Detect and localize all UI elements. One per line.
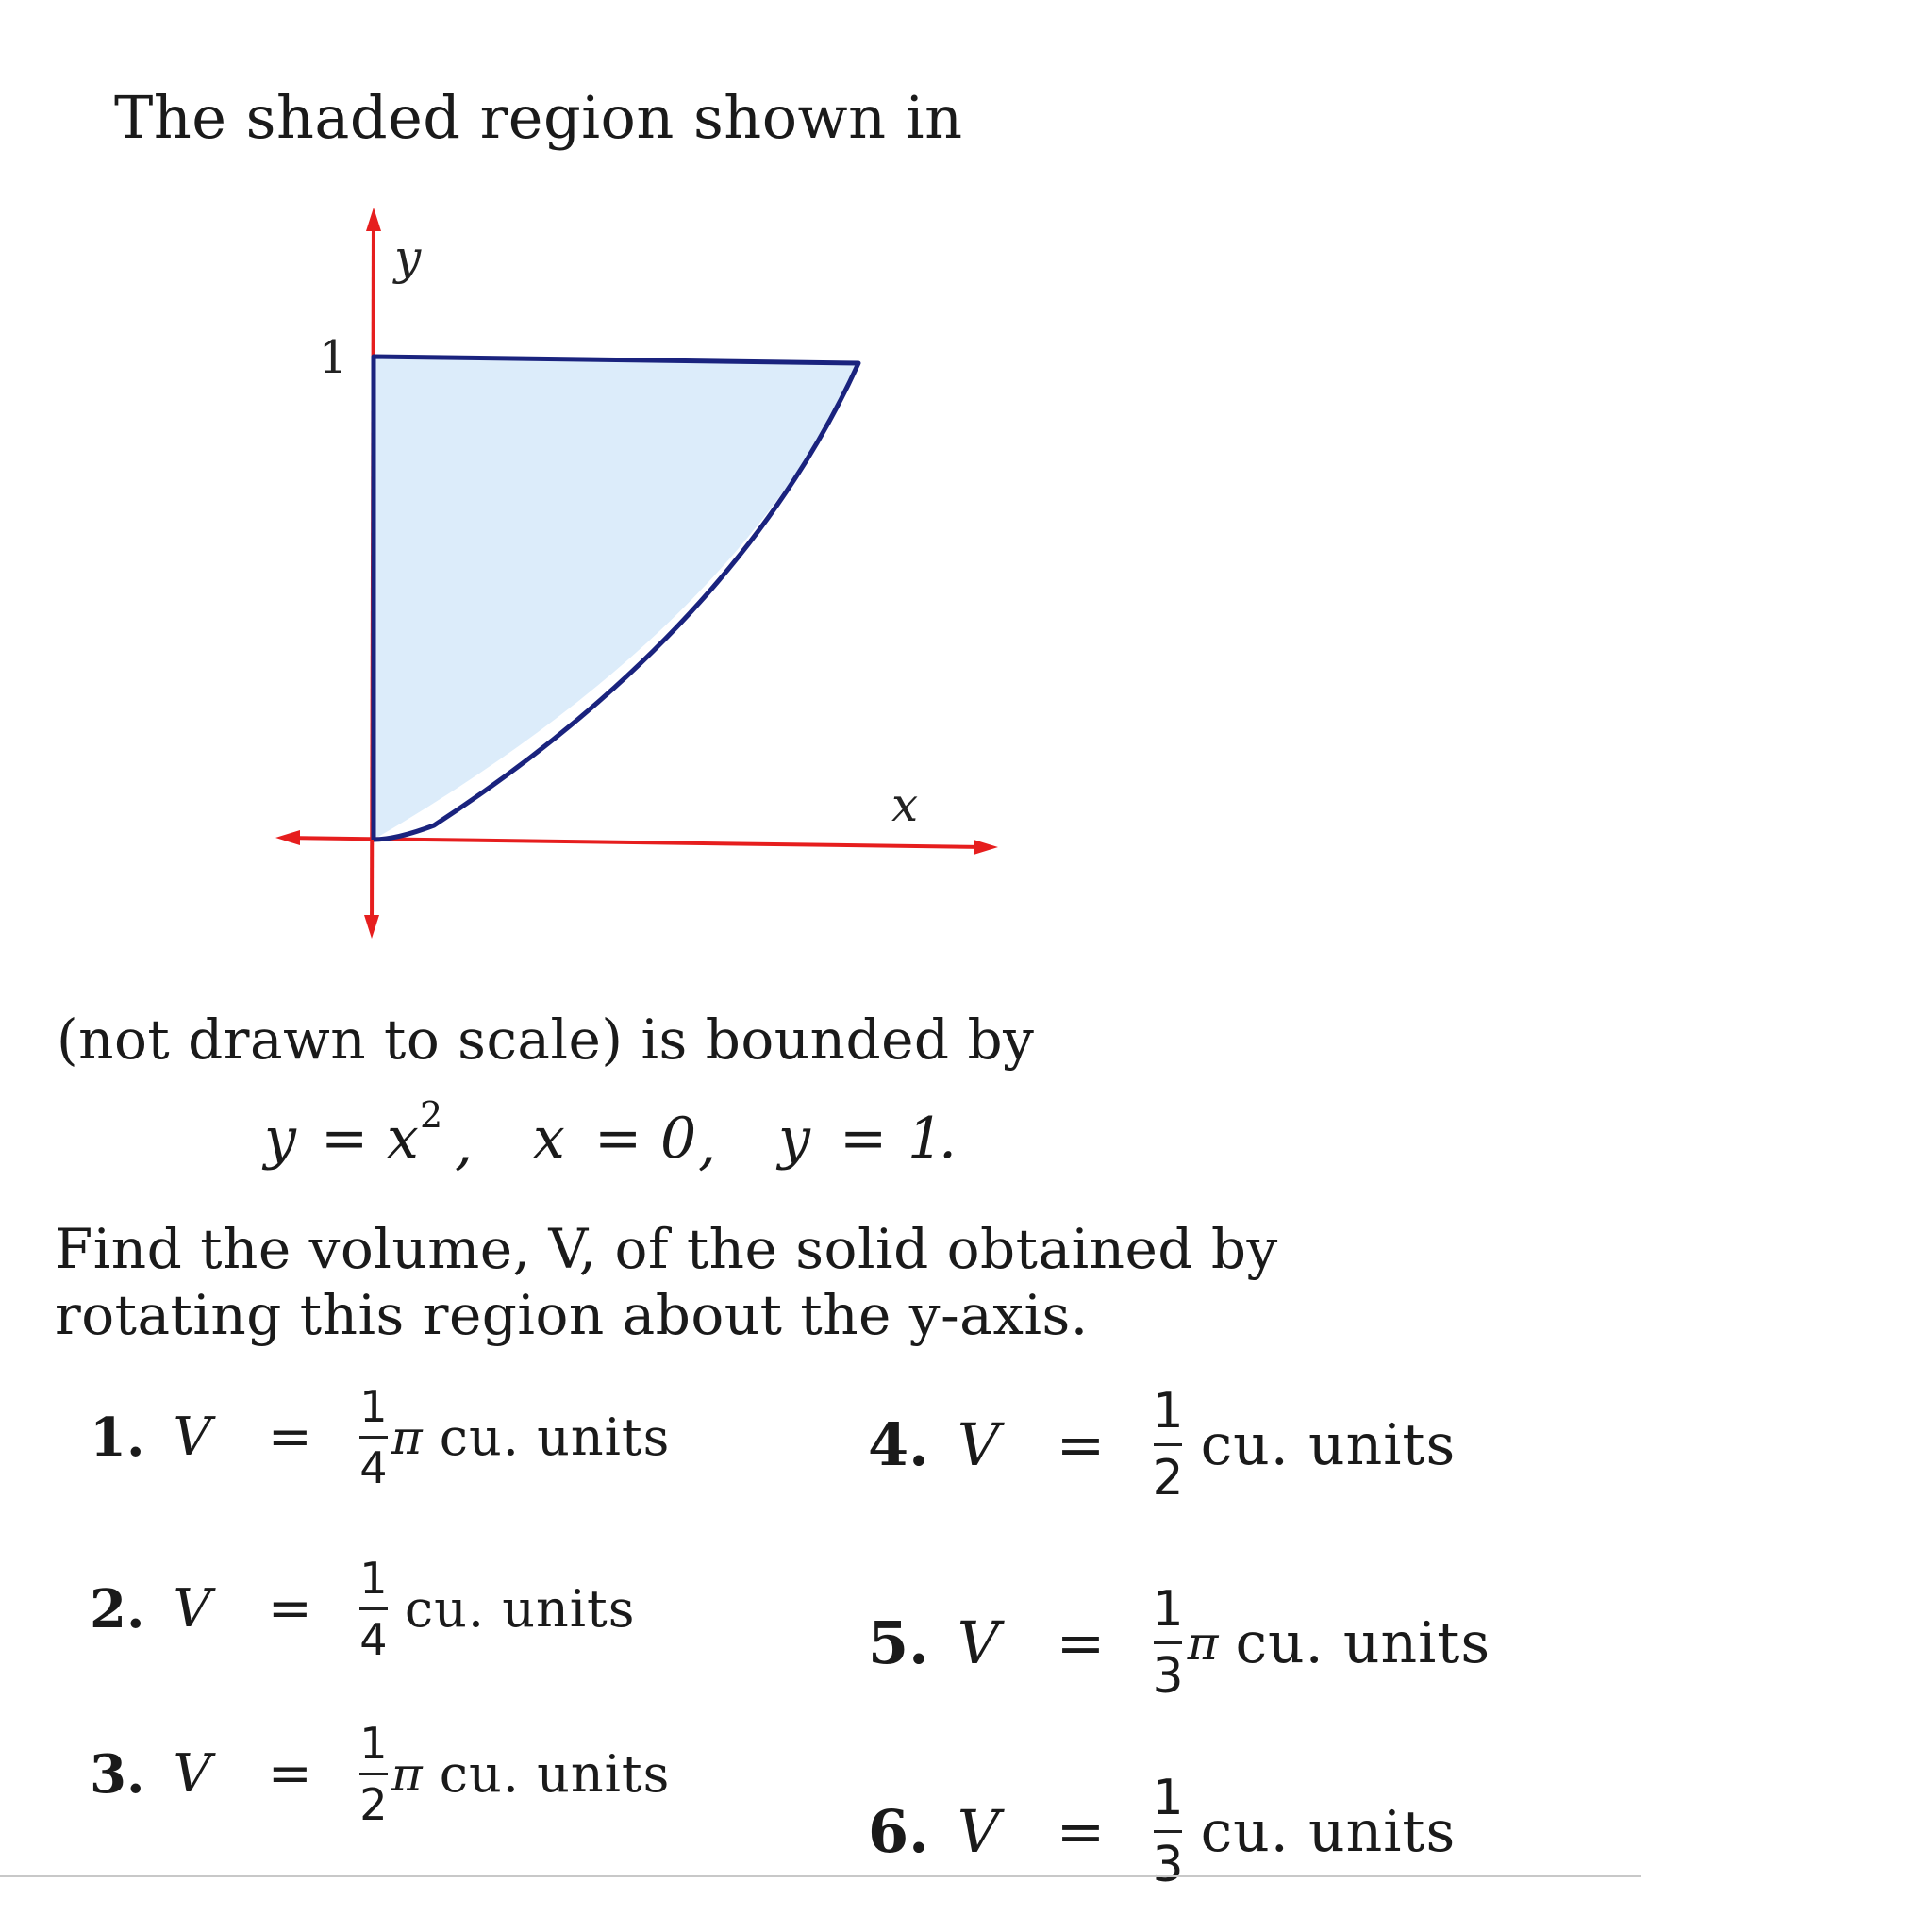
- choice-unit: cu. units: [439, 1744, 671, 1804]
- intro-text: The shaded region shown in: [114, 83, 963, 152]
- fraction-numerator: 1: [359, 1381, 388, 1432]
- choice-number: 1.: [90, 1406, 145, 1469]
- choice-equals: =: [267, 1407, 312, 1468]
- choice-variable: V: [173, 1578, 211, 1640]
- eq3-lhs: y: [778, 1106, 810, 1172]
- y-axis-arrow-down: [364, 915, 379, 939]
- bounded-by-text: (not drawn to scale) is bounded by: [57, 1008, 1035, 1072]
- y-axis-label: y: [394, 230, 422, 285]
- eq2-rhs: 0: [660, 1106, 697, 1172]
- x-axis-arrow-left: [275, 830, 300, 845]
- eq1-equals: =: [321, 1106, 369, 1172]
- eq3-equals: =: [840, 1106, 888, 1172]
- choice-6[interactable]: [868, 1770, 1457, 1893]
- fraction-numerator: 1: [1152, 1383, 1184, 1440]
- y-tick-label: 1: [319, 331, 348, 384]
- choice-unit: cu. units: [1200, 1411, 1457, 1478]
- choice-number: 6.: [868, 1797, 929, 1866]
- eq3-period: .: [939, 1106, 958, 1172]
- pi-symbol: π: [1187, 1615, 1219, 1671]
- choice-unit: cu. units: [1200, 1798, 1457, 1865]
- choice-unit: cu. units: [404, 1579, 636, 1639]
- y-axis-arrow-up: [366, 208, 381, 231]
- choice-number: 5.: [868, 1608, 929, 1677]
- choice-equals: =: [1056, 1410, 1106, 1479]
- x-axis-arrow-right: [974, 840, 998, 855]
- choice-fraction: [1152, 1581, 1184, 1705]
- fraction-bar: [1154, 1641, 1182, 1644]
- fraction-denominator: 3: [1152, 1648, 1184, 1705]
- pi-symbol: π: [391, 1746, 423, 1802]
- fraction-bar: [359, 1773, 388, 1775]
- choice-1[interactable]: [90, 1381, 671, 1493]
- fraction-bar: [1154, 1830, 1182, 1833]
- fraction-denominator: 2: [1152, 1450, 1184, 1507]
- eq1-exponent: 2: [420, 1094, 443, 1136]
- fraction-denominator: 3: [1152, 1837, 1184, 1893]
- question-line-2: rotating this region about the y-axis.: [55, 1283, 1089, 1347]
- fraction-numerator: 1: [1152, 1581, 1184, 1638]
- x-axis-label: x: [891, 777, 919, 832]
- fraction-bar: [1154, 1443, 1182, 1446]
- choice-4[interactable]: [868, 1383, 1457, 1507]
- shaded-region: [374, 357, 858, 840]
- fraction-numerator: 1: [1152, 1770, 1184, 1826]
- choice-variable: V: [957, 1410, 1000, 1479]
- pi-symbol: π: [391, 1409, 423, 1465]
- choice-fraction: [359, 1718, 388, 1830]
- fraction-numerator: 1: [359, 1718, 388, 1769]
- choice-number: 2.: [90, 1577, 145, 1641]
- choice-2[interactable]: [90, 1553, 636, 1665]
- fraction-numerator: 1: [359, 1553, 388, 1604]
- eq1-separator: ,: [455, 1111, 474, 1177]
- eq3-rhs: 1: [908, 1106, 944, 1172]
- fraction-denominator: 4: [359, 1442, 388, 1493]
- choice-equals: =: [267, 1743, 312, 1805]
- choice-equals: =: [1056, 1797, 1106, 1866]
- eq1-rhs: x: [387, 1106, 419, 1172]
- choice-3[interactable]: [90, 1718, 671, 1830]
- choice-variable: V: [173, 1407, 211, 1468]
- choice-fraction: [1152, 1383, 1184, 1507]
- fraction-bar: [359, 1607, 388, 1610]
- choice-variable: V: [957, 1608, 1000, 1677]
- fraction-denominator: 2: [359, 1779, 388, 1830]
- choice-variable: V: [957, 1797, 1000, 1866]
- page-divider: [0, 1875, 1641, 1877]
- eq1-lhs: y: [264, 1106, 296, 1172]
- choice-number: 4.: [868, 1410, 929, 1479]
- choice-unit: cu. units: [439, 1407, 671, 1467]
- choice-fraction: [359, 1381, 388, 1493]
- choice-equals: =: [267, 1578, 312, 1640]
- choice-fraction: [1152, 1770, 1184, 1893]
- choice-fraction: [359, 1553, 388, 1665]
- choice-number: 3.: [90, 1742, 145, 1806]
- choice-5[interactable]: [868, 1581, 1491, 1705]
- question-line-1: Find the volume, V, of the solid obtained by: [55, 1217, 1278, 1281]
- eq2-lhs: x: [533, 1106, 565, 1172]
- eq2-separator: ,: [698, 1111, 717, 1177]
- fraction-denominator: 4: [359, 1614, 388, 1665]
- region-figure: [255, 203, 1009, 948]
- choice-equals: =: [1056, 1608, 1106, 1677]
- eq2-equals: =: [594, 1106, 642, 1172]
- fraction-bar: [359, 1436, 388, 1439]
- choice-variable: V: [173, 1743, 211, 1805]
- choice-unit: cu. units: [1235, 1609, 1491, 1676]
